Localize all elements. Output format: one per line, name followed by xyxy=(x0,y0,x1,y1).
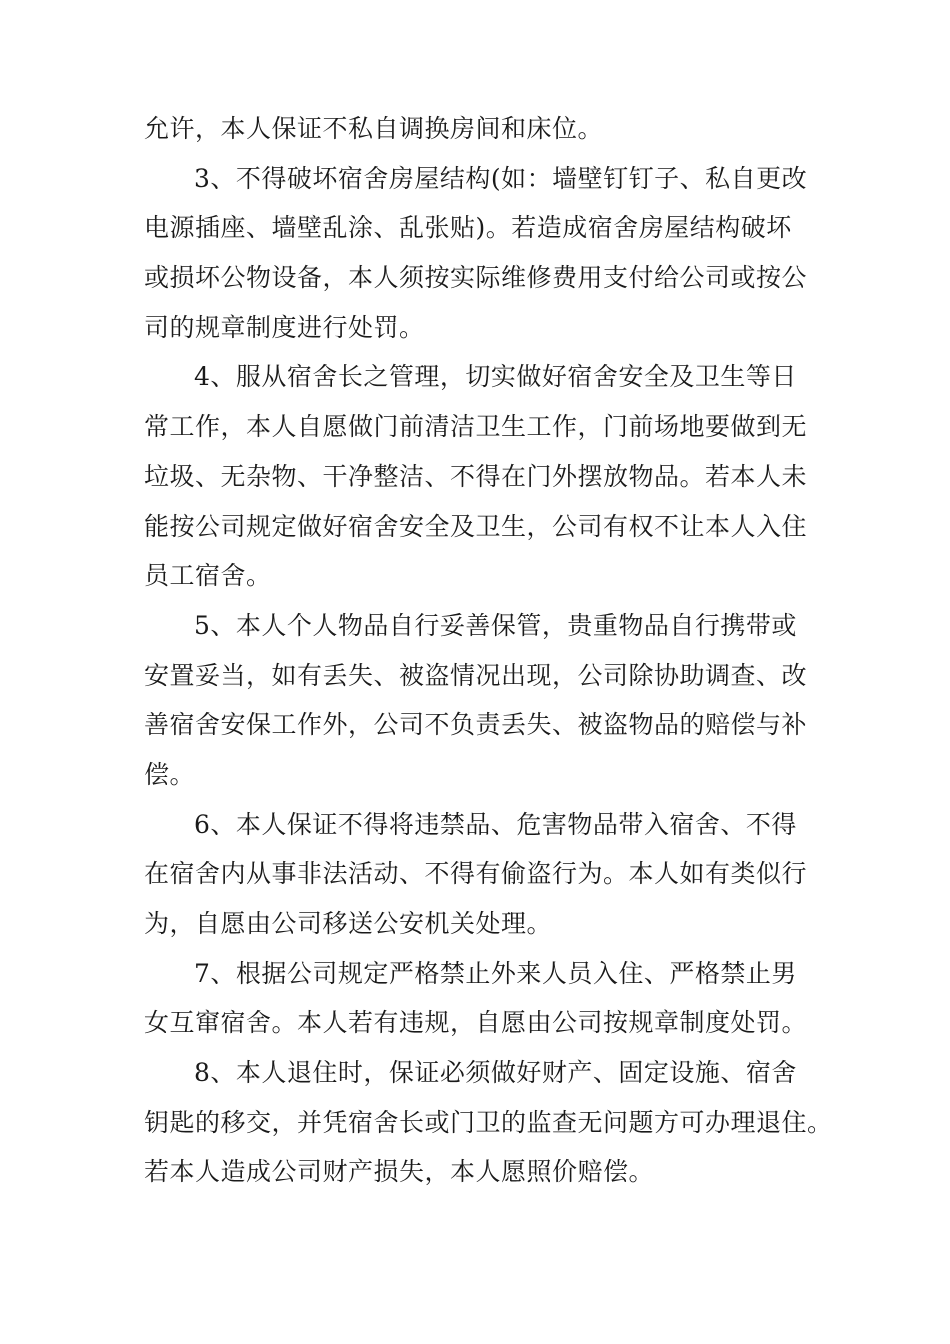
text-line: 钥匙的移交，并凭宿舍长或门卫的监查无问题方可办理退住。 xyxy=(144,1107,833,1137)
text-line: 允许，本人保证不私自调换房间和床位。 xyxy=(144,114,604,143)
clause-5-first-line: 5、本人个人物品自行妥善保管，贵重物品自行携带或 xyxy=(194,610,797,640)
text-line: 员工宿舍。 xyxy=(144,561,272,591)
clause-3-first-line: 3、不得破坏宿舍房屋结构(如：墙壁钉钉子、私自更改 xyxy=(194,163,808,193)
clause-6-first-line: 6、本人保证不得将违禁品、危害物品带入宿舍、不得 xyxy=(194,809,797,839)
text-line: 善宿舍安保工作外，公司不负责丢失、被盗物品的赔偿与补 xyxy=(144,710,808,740)
text-line: 能按公司规定做好宿舍安全及卫生，公司有权不让本人入住 xyxy=(144,511,808,541)
text-line: 或损坏公物设备，本人须按实际维修费用支付给公司或按公 xyxy=(144,263,808,293)
clause-7-first-line: 7、根据公司规定严格禁止外来人员入住、严格禁止男 xyxy=(194,958,797,988)
text-line: 常工作，本人自愿做门前清洁卫生工作，门前场地要做到无 xyxy=(144,412,808,442)
text-line: 在宿舍内从事非法活动、不得有偷盗行为。本人如有类似行 xyxy=(144,859,808,889)
text-line: 为，自愿由公司移送公安机关处理。 xyxy=(144,909,553,938)
clause-4-first-line: 4、服从宿舍长之管理，切实做好宿舍安全及卫生等日 xyxy=(194,362,797,392)
text-line: 偿。 xyxy=(144,759,196,789)
clause-8-first-line: 8、本人退住时，保证必须做好财产、固定设施、宿舍 xyxy=(194,1058,797,1088)
text-line: 垃圾、无杂物、干净整洁、不得在门外摆放物品。若本人未 xyxy=(144,461,808,491)
document-body xyxy=(144,104,844,1197)
text-line: 若本人造成公司财产损失，本人愿照价赔偿。 xyxy=(144,1157,655,1187)
text-line: 女互窜宿舍。本人若有违规，自愿由公司按规章制度处罚。 xyxy=(144,1008,808,1038)
text-line: 司的规章制度进行处罚。 xyxy=(144,312,425,342)
text-line: 安置妥当，如有丢失、被盗情况出现，公司除协助调查、改 xyxy=(144,660,808,690)
text-line: 电源插座、墙壁乱涂、乱张贴)。若造成宿舍房屋结构破坏 xyxy=(144,213,792,243)
